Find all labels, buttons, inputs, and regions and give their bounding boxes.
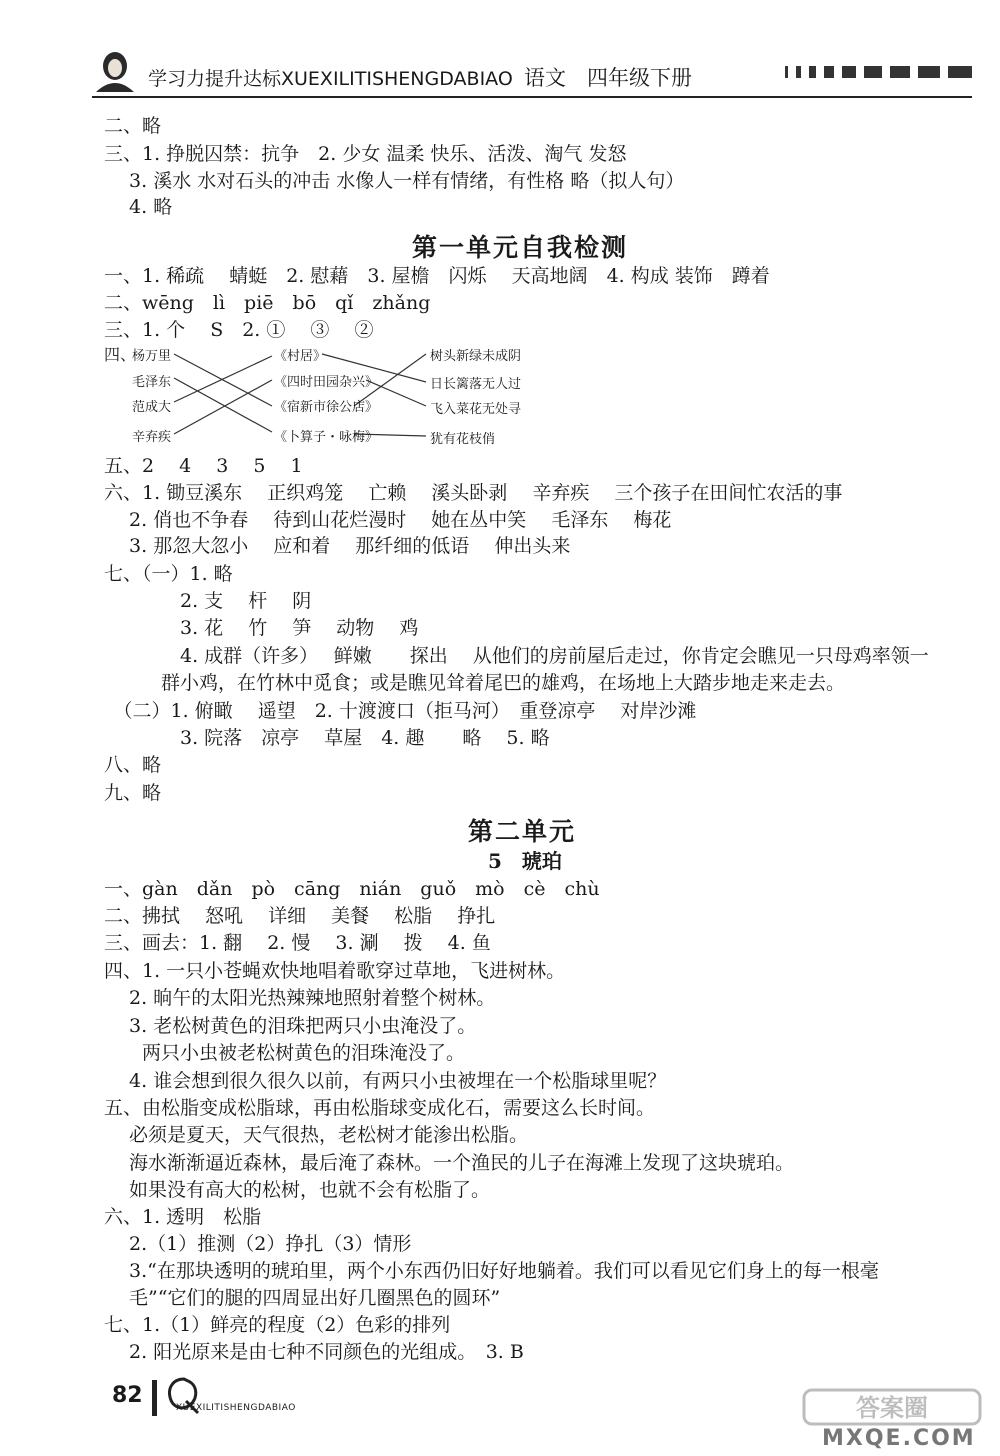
- answer-line: 海水渐渐逼近森林，最后淹了森林。一个渔民的儿子在海滩上发现了这块琥珀。: [104, 1152, 795, 1174]
- page-header: [92, 56, 972, 98]
- section-title: 第二单元: [468, 817, 577, 846]
- header-decoration: [785, 66, 972, 78]
- answer-line: 二、拂拭 怒吼 详细 美餐 松脂 挣扎: [104, 905, 496, 927]
- answer-line: 一、gàn dǎn pò cāng nián guǒ mò cè chù: [104, 878, 600, 900]
- answer-line: 如果没有高大的松树，也就不会有松脂了。: [104, 1179, 491, 1201]
- answer-line: 3. 花 竹 笋 动物 鸡: [104, 617, 419, 639]
- answer-line: 2. 支 杆 阴: [104, 590, 312, 612]
- answer-line: 八、略: [104, 754, 162, 776]
- answer-line: 3.“在那块透明的琥珀里，两个小东西仍旧好好地躺着。我们可以看见它们身上的每一根毫: [104, 1260, 879, 1282]
- answer-line: 2.（1）推测（2）挣扎（3）情形: [104, 1233, 412, 1255]
- answer-line: 4. 谁会想到很久很久以前，有两只小虫被埋在一个松脂球里呢？: [104, 1070, 667, 1092]
- answer-line: 一、1. 稀疏 蜻蜓 2. 慰藉 3. 屋檐 闪烁 天高地阔 4. 构成 装饰 蹲着: [104, 265, 770, 287]
- student-avatar-icon: [92, 48, 138, 92]
- answer-line: 3. 院落 凉亭 草屋 4. 趣 略 5. 略: [104, 727, 550, 749]
- verse-label: 树头新绿未成阴: [430, 349, 522, 364]
- answer-line: 2. 晌午的太阳光热辣辣地照射着整个树林。: [104, 987, 496, 1009]
- verse-label: 飞入菜花无处寻: [430, 402, 522, 417]
- answer-line: 2. 俏也不争春 待到山花烂漫时 她在丛中笑 毛泽东 梅花: [104, 509, 672, 531]
- answer-line: 五、2 4 3 5 1: [104, 455, 303, 477]
- section-title: 第一单元自我检测: [412, 233, 629, 262]
- answer-line: 二、略: [104, 115, 162, 137]
- poem-label: 《四时田园杂兴》: [274, 375, 379, 390]
- answer-line: 六、1. 透明 松脂: [104, 1206, 262, 1228]
- answer-line: 3. 老松树黄色的泪珠把两只小虫淹没了。: [104, 1015, 477, 1037]
- poem-label: 《卜算子・咏梅》: [274, 430, 379, 445]
- answer-line: 两只小虫被老松树黄色的泪珠淹没了。: [104, 1042, 466, 1064]
- answer-line: 3. 溪水 水对石头的冲击 水像人一样有情绪，有性格 略（拟人句）: [104, 170, 685, 192]
- answer-line: 七、（一）1. 略: [104, 563, 233, 585]
- answer-line: 六、1. 锄豆溪东 正织鸡笼 亡赖 溪头卧剥 辛弃疾 三个孩子在田间忙农活的事: [104, 482, 843, 504]
- answer-line: 毛”“它们的腿的四周显出好几圈黑色的圆环”: [104, 1287, 501, 1309]
- matching-diagram: [104, 342, 584, 452]
- answer-line: 群小鸡，在竹林中觅食；或是瞧见耸着尾巴的雄鸡，在场地上大踏步地走来走去。: [104, 672, 846, 694]
- answer-line: 三、1. 挣脱囚禁：抗争 2. 少女 温柔 快乐、活泼、淘气 发怒: [104, 143, 627, 165]
- series-footer-text: XUEXILITISHENGDABIAO: [176, 1403, 296, 1413]
- answer-line: 四、: [104, 345, 137, 364]
- answer-line: 必须是夏天，天气很热，老松树才能渗出松脂。: [104, 1124, 529, 1146]
- footer-bar: [152, 1380, 157, 1416]
- answer-line: 3. 那忽大忽小 应和着 那纤细的低语 伸出头来: [104, 535, 571, 557]
- poet-label: 辛弃疾: [132, 430, 172, 445]
- answer-line: （二）1. 俯瞰 遥望 2. 十渡渡口（拒马河） 重登凉亭 对岸沙滩: [104, 700, 697, 722]
- verse-label: 日长篱落无人过: [430, 377, 522, 392]
- poem-label: 《宿新市徐公店》: [274, 400, 379, 415]
- watermark-text: MXQE.COM: [822, 1426, 976, 1451]
- answer-line: 三、画去：1. 翻 2. 慢 3. 涮 拨 4. 鱼: [104, 932, 491, 954]
- answer-line: 二、wēng lì piē bō qǐ zhǎng: [104, 292, 431, 314]
- answer-line: 四、1. 一只小苍蝇欢快地唱着歌穿过草地，飞进树林。: [104, 960, 566, 982]
- poem-label: 《村居》: [274, 349, 327, 364]
- verse-label: 犹有花枝俏: [430, 432, 496, 447]
- page-number: 82: [112, 1383, 143, 1408]
- poet-label: 范成大: [132, 400, 172, 415]
- poet-label: 杨万里: [132, 349, 172, 364]
- series-title: 学习力提升达标XUEXILITISHENGDABIAO: [148, 68, 513, 90]
- lesson-title: 5 琥珀: [488, 849, 562, 873]
- answer-line: 4. 略: [104, 196, 173, 218]
- answer-line: 七、1.（1）鲜亮的程度（2）色彩的排列: [104, 1314, 451, 1336]
- answer-line: 五、由松脂变成松脂球，再由松脂球变成化石，需要这么长时间。: [104, 1097, 656, 1119]
- answer-line: 九、略: [104, 782, 162, 804]
- answer-line: 三、1. 个 S 2. ① ③ ②: [104, 319, 374, 341]
- answer-line: 4. 成群（许多） 鲜嫩 探出 从他们的房前屋后走过，你肯定会瞧见一只母鸡率领一: [104, 645, 929, 667]
- subject-grade: 语文 四年级下册: [524, 66, 692, 90]
- watermark-logo-text: 答案圈: [856, 1394, 928, 1422]
- poet-label: 毛泽东: [132, 375, 172, 390]
- answer-line: 2. 阳光原来是由七种不同颜色的光组成。 3. B: [104, 1341, 524, 1363]
